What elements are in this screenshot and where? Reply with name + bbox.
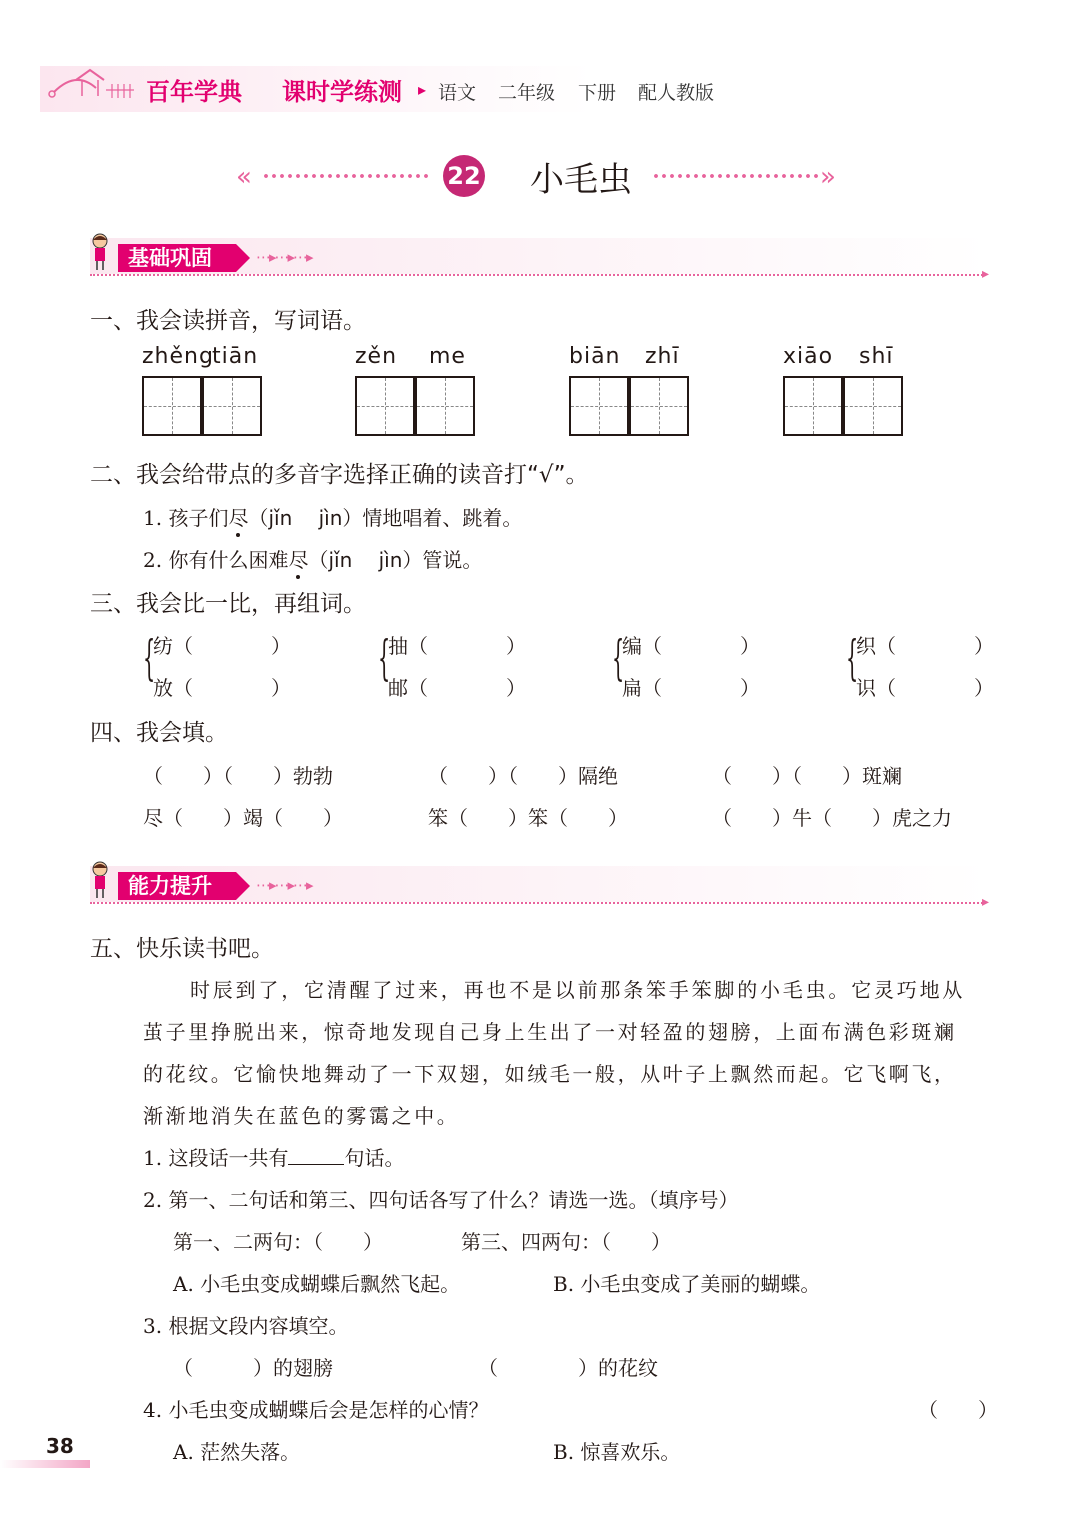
section-basic-label: 基础巩固 [118,244,236,272]
pinyin-syllable: zhěng [142,344,214,369]
q5-s1-before: 1. 这段话一共有 [143,1146,289,1170]
page-number: 38 [46,1434,74,1458]
q5-s2-answer-b[interactable]: 第三、四两句：（ ） [461,1230,671,1254]
house-logo-icon [46,66,136,106]
section-divider [90,902,986,904]
banner-tip [236,244,250,272]
q5-s1 [143,1142,404,1171]
q3-char-top[interactable]: 抽（ [388,634,428,658]
passage-line-4: 渐渐地消失在蓝色的雾霭之中。 [143,1104,460,1128]
q5-s1-after: 句话。 [344,1146,405,1170]
q3-char-top[interactable]: 编（ [622,634,662,658]
title-dots-right [652,174,820,178]
q5-s3: 3. 根据文段内容填空。 [143,1314,349,1338]
pinyin-syllable: zěn [355,344,398,369]
q2-item [143,544,482,573]
q3-char-bottom[interactable]: 放（ [153,676,193,700]
q3-char-top[interactable]: 纺（ [153,634,193,658]
passage-line-1: 时辰到了，它清醒了过来，再也不是以前那条笨手笨脚的小毛虫。它灵巧地从 [190,978,966,1002]
q2-item-before: 你有什么困难 [168,548,289,572]
writing-grid-box[interactable] [843,376,903,436]
brace-icon: { [378,630,391,686]
q5-title: 五、快乐读书吧。 [90,936,274,962]
series-name: 课时学练测 [282,78,402,106]
q2-title: 二、我会给带点的多音字选择正确的读音打“√”。 [90,462,589,488]
writing-grid-box[interactable] [142,376,202,436]
dotted-char [228,502,248,531]
brace-icon: { [143,630,156,686]
writing-grid-box[interactable] [202,376,262,436]
title-dots-left [262,174,430,178]
divider-arrow-icon: ▸ [982,266,990,282]
q5-s3-blank-a[interactable]: （ ）的翅膀 [173,1356,333,1380]
q5-s4-option-b: B. 惊喜欢乐。 [553,1440,681,1464]
pinyin-syllable: zhī [645,344,680,369]
q4-r1-c1[interactable]: （ ）（ ）勃勃 [143,764,333,788]
q2-pinyin-choices[interactable]: （jǐn jìn） [248,506,363,530]
q2-item-before: 孩子们 [168,506,229,530]
writing-grid-box[interactable] [629,376,689,436]
q3-char-bottom[interactable]: 扁（ [622,676,662,700]
writing-grid-box[interactable] [569,376,629,436]
q4-title: 四、我会填。 [90,720,228,746]
q3-close-paren: ） [506,634,526,658]
banner-arrows-icon: ⋯▸⋯▸⋯▸ [256,248,312,266]
emphasis-dot-icon [236,533,240,537]
emphasis-dot-icon [296,575,300,579]
q2-item-num: 1. [143,506,163,530]
q5-s2-option-b: B. 小毛虫变成了美丽的蝴蝶。 [553,1272,821,1296]
section-divider [90,274,986,276]
girl-mascot-icon [88,860,114,900]
writing-grid-box[interactable] [783,376,843,436]
pinyin-syllable: shī [859,344,894,369]
right-chevrons-icon: » [820,162,834,192]
dotted-char-text: 尽 [288,548,309,572]
q5-s2: 2. 第一、二句话和第三、四句话各写了什么？请选一选。（填序号） [143,1188,739,1212]
q3-close-paren: ） [974,634,994,658]
q5-s2-option-a: A. 小毛虫变成蝴蝶后飘然飞起。 [173,1272,461,1296]
q5-s2-answer-a[interactable]: 第一、二两句：（ ） [173,1230,383,1254]
girl-mascot-icon [88,232,114,272]
q3-char-bottom[interactable]: 识（ [856,676,896,700]
subject: 语文 [438,82,477,104]
q3-title: 三、我会比一比，再组词。 [90,591,366,617]
arrow-icon: ▸ [418,80,427,99]
banner-tip [236,872,250,900]
q3-close-paren: ） [740,634,760,658]
pinyin-syllable: me [429,344,466,369]
section-advanced-label: 能力提升 [118,872,236,900]
q5-s1-blank[interactable] [288,1163,344,1165]
q4-r2-c2[interactable]: 笨（ ）笨（ ） [428,806,628,830]
q3-close-paren: ） [740,676,760,700]
dotted-char-text: 尽 [228,506,249,530]
grade: 二年级 [498,82,556,104]
footer-bar [0,1460,90,1468]
writing-grid-box[interactable] [355,376,415,436]
q2-item-after: 管说。 [422,548,483,572]
q5-s4-answer[interactable]: （ ） [918,1398,998,1422]
brace-icon: { [612,630,625,686]
q4-r1-c2[interactable]: （ ）（ ）隔绝 [428,764,618,788]
volume: 下册 [578,82,617,104]
q2-item [143,502,522,531]
q3-char-bottom[interactable]: 邮（ [388,676,428,700]
lesson-title: 小毛虫 [530,160,632,200]
brand-name: 百年学典 [146,78,242,106]
q3-close-paren: ） [974,676,994,700]
divider-arrow-icon: ▸ [982,894,990,910]
q2-pinyin-choices[interactable]: （jǐn jìn） [308,548,423,572]
q2-item-num: 2. [143,548,163,572]
pinyin-syllable: tiān [212,344,259,369]
pinyin-syllable: biān [569,344,621,369]
q4-r2-c1[interactable]: 尽（ ）竭（ ） [143,806,343,830]
q3-close-paren: ） [506,676,526,700]
passage-line-2: 茧子里挣脱出来，惊奇地发现自己身上生出了一对轻盈的翅膀，上面布满色彩斑斓 [143,1020,957,1044]
q5-s4-option-a: A. 茫然失落。 [173,1440,301,1464]
lesson-number: 22 [443,155,485,197]
q4-r2-c3[interactable]: （ ）牛（ ）虎之力 [712,806,952,830]
banner-arrows-icon: ⋯▸⋯▸⋯▸ [256,876,312,894]
q5-s4: 4. 小毛虫变成蝴蝶后会是怎样的心情？ [143,1398,489,1422]
q4-r1-c3[interactable]: （ ）（ ）斑斓 [712,764,902,788]
left-chevrons-icon: « [236,162,250,192]
passage-line-3: 的花纹。它愉快地舞动了一下双翅，如绒毛一般，从叶子上飘然而起。它飞啊飞， [143,1062,957,1086]
q3-char-top[interactable]: 织（ [856,634,896,658]
q3-close-paren: ） [271,634,291,658]
q3-close-paren: ） [271,676,291,700]
brace-icon: { [846,630,859,686]
edition: 配人教版 [638,82,715,104]
q2-item-after: 情地唱着、跳着。 [362,506,523,530]
writing-grid-box[interactable] [415,376,475,436]
q5-s3-blank-b[interactable]: （ ）的花纹 [478,1356,658,1380]
dotted-char [288,544,308,573]
pinyin-syllable: xiāo [783,344,834,369]
q1-title: 一、我会读拼音，写词语。 [90,308,366,334]
